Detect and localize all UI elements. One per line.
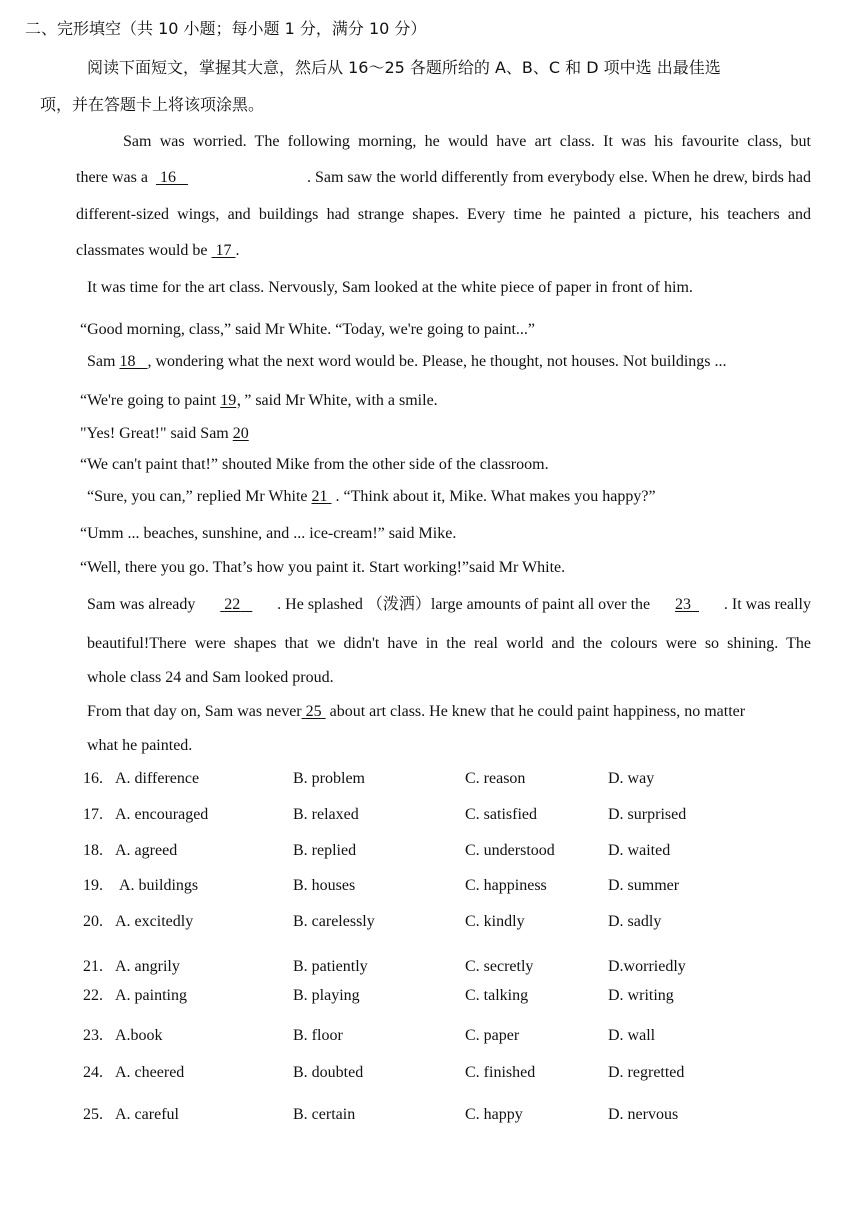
option-a: A. agreed [115,842,178,859]
blank-18: 18 [119,353,136,370]
question-row [83,913,783,935]
option-b: B. houses [293,877,356,894]
option-d: D. way [608,770,655,787]
option-b: B. relaxed [293,806,359,823]
question-row [83,806,783,828]
option-c: C. talking [465,987,529,1004]
option-a: A. cheered [115,1064,185,1081]
option-d: D. summer [608,877,680,894]
question-row [83,842,783,864]
blank-19: 19 [220,392,237,409]
option-a: A. painting [115,987,187,1004]
option-a: A. excitedly [115,913,194,930]
question-number: 22. [83,987,103,1004]
option-c: C. kindly [465,913,525,930]
question-number: 19. [83,877,103,894]
passage-line: Sam was already 22 . He splashed （泼洒）large amounts of paint all over the 23 . It was really [87,596,811,613]
passage-line: “Sure, you can,” replied Mr White 21 . “Think about it, Mike. What makes you happy?” [87,488,656,505]
option-a: A. buildings [119,877,199,894]
option-d: D.worriedly [608,958,686,975]
question-row [83,1106,783,1128]
passage-line: classmates would be 17 . [76,242,240,259]
option-d: D. surprised [608,806,687,823]
option-b: B. floor [293,1027,343,1044]
option-c: C. happiness [465,877,547,894]
option-d: D. regretted [608,1064,685,1081]
question-row [83,1027,783,1049]
passage-line: there was a 16 . Sam saw the world differently from everybody else. When he drew, birds had [76,169,811,186]
option-d: D. sadly [608,913,662,930]
option-d: D. waited [608,842,671,859]
blank-25: 25 [305,703,322,720]
passage-line: “We're going to paint 19，” said Mr White, with a smile. [80,392,438,409]
passage-line: It was time for the art class. Nervously, Sam looked at the white piece of paper in front of him. [87,279,693,296]
passage-line: Sam 18 , wondering what the next word would be. Please, he thought, not houses. Not buildings ... [87,353,727,370]
option-b: B. patiently [293,958,368,975]
blank-20: 20 [232,425,249,442]
passage-line: Sam was worried. The following morning, he would have art class. It was his favourite class, but [123,133,811,150]
passage-line: From that day on, Sam was never 25 about art class. He knew that he could paint happiness, no matter [87,703,746,720]
option-a: A. careful [115,1106,179,1123]
passage-line: “Well, there you go. That’s how you paint it. Start working!”said Mr White. [80,559,566,576]
option-b: B. playing [293,987,360,1004]
instructions-line-1: 阅读下面短文，掌握其大意，然后从 16～25 各题所给的 A、B、C 和 D 项中选 出最佳选 [87,58,721,77]
option-b: B. problem [293,770,365,787]
question-number: 17. [83,806,103,823]
question-row [83,1064,783,1086]
section-title: 二、完形填空（共 10 小题；每小题 1 分，满分 10 分） [25,19,427,38]
option-c: C. understood [465,842,555,859]
option-a: A.book [115,1027,163,1044]
question-number: 24. [83,1064,103,1081]
passage-line: whole class 24 and Sam looked proud. [87,669,334,686]
option-d: D. writing [608,987,674,1004]
question-number: 25. [83,1106,103,1123]
instructions-line-2: 项，并在答题卡上将该项涂黑。 [40,95,265,114]
passage-line: "Yes! Great!" said Sam 20 [80,425,249,442]
question-number: 21. [83,958,103,975]
option-c: C. satisfied [465,806,537,823]
option-c: C. secretly [465,958,534,975]
blank-21: 21 [311,488,328,505]
question-number: 18. [83,842,103,859]
option-d: D. nervous [608,1106,679,1123]
option-b: B. carelessly [293,913,375,930]
option-a: A. encouraged [115,806,209,823]
option-b: B. certain [293,1106,356,1123]
blank-22: 22 [224,596,241,613]
option-c: C. happy [465,1106,523,1123]
question-row [83,877,783,899]
option-c: C. reason [465,770,526,787]
question-number: 16. [83,770,103,787]
option-c: C. paper [465,1027,520,1044]
question-number: 23. [83,1027,103,1044]
option-b: B. doubted [293,1064,364,1081]
passage-line: different-sized wings, and buildings had strange shapes. Every time he painted a picture, his teachers and [76,206,811,223]
question-number: 20. [83,913,103,930]
blank-16: 16 [159,169,176,186]
option-c: C. finished [465,1064,536,1081]
question-row [83,958,783,980]
option-a: A. angrily [115,958,180,975]
passage-line: “We can't paint that!” shouted Mike from the other side of the classroom. [80,456,549,473]
option-b: B. replied [293,842,357,859]
passage-line: beautiful!There were shapes that we didn't have in the real world and the colours were so shining. The [87,635,811,652]
question-row [83,770,783,792]
option-d: D. wall [608,1027,656,1044]
blank-23: 23 [675,596,691,613]
question-row [83,987,783,1009]
blank-17: 17 [215,242,232,259]
passage-line: what he painted. [87,737,193,754]
passage-line: “Good morning, class,” said Mr White. “Today, we're going to paint...” [80,321,535,338]
passage-line: “Umm ... beaches, sunshine, and ... ice-cream!” said Mike. [80,525,457,542]
option-a: A. difference [115,770,200,787]
